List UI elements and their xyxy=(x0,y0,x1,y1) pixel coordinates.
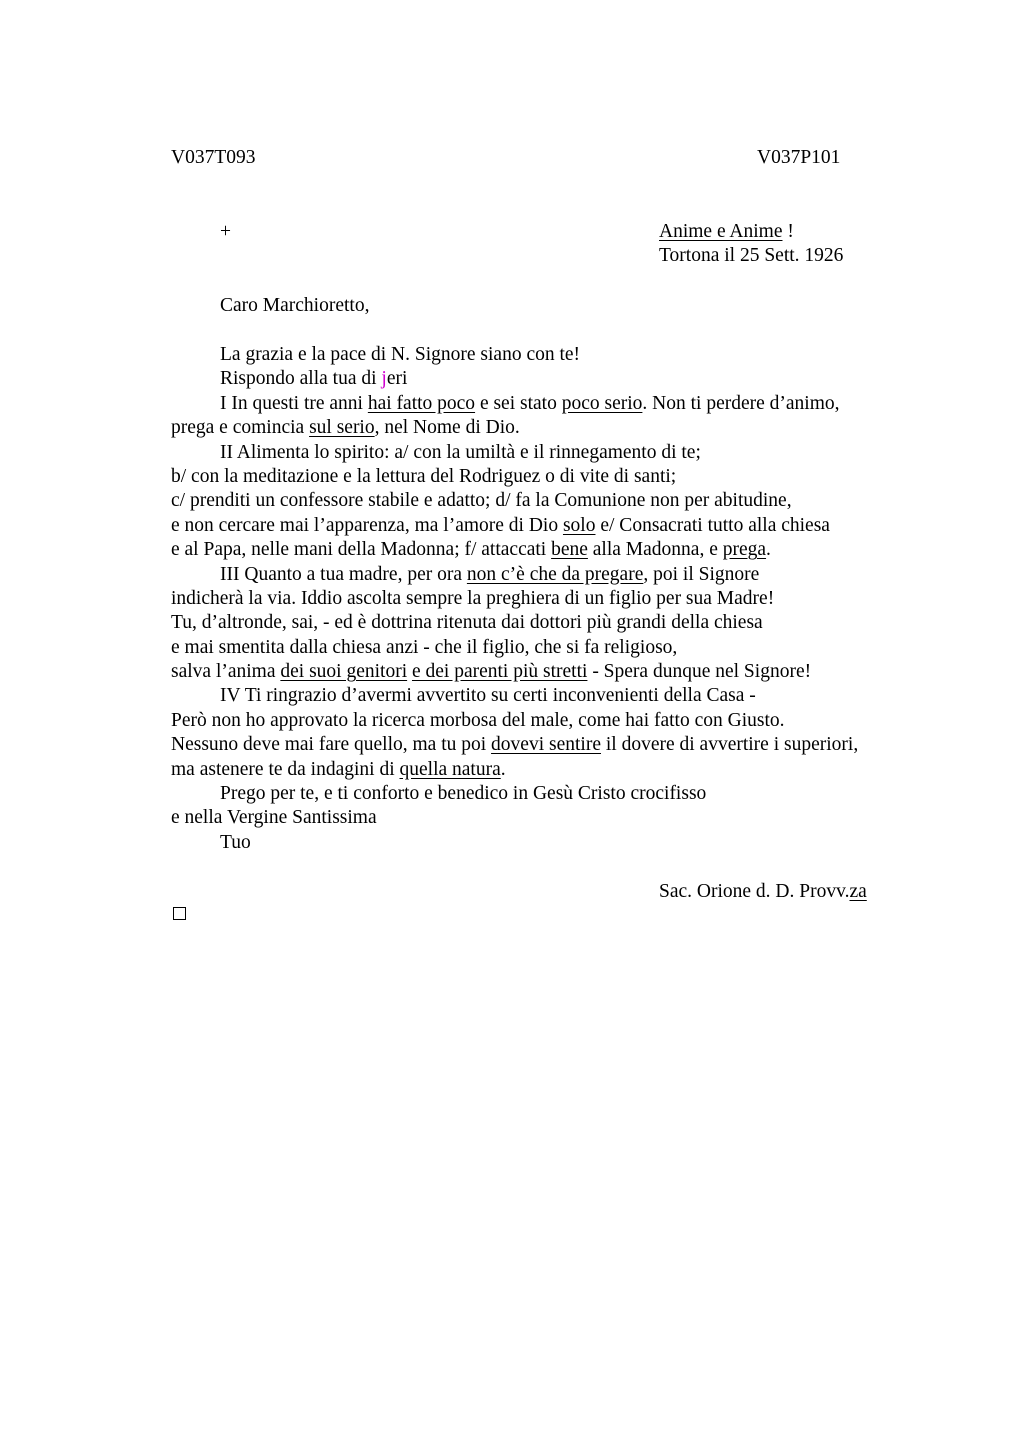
letter-line xyxy=(171,782,931,806)
line-text: , poi il Signore xyxy=(643,563,760,585)
letter-line xyxy=(171,514,931,538)
letter-line xyxy=(171,831,931,855)
motto-text: Anime e Anime xyxy=(659,221,783,242)
line-text: eri xyxy=(386,368,408,390)
line-text: e nella Vergine Santissima xyxy=(171,807,377,829)
signature-text: Sac. Orione d. D. Provv. xyxy=(659,881,850,902)
line-text: e al Papa, nelle mani della Madonna; f/ attaccati xyxy=(171,539,552,561)
letter-line xyxy=(171,489,931,513)
line-text: . xyxy=(766,539,771,561)
letter-line xyxy=(171,806,931,830)
underlined-text: poco serio xyxy=(561,392,643,414)
letter-line xyxy=(171,660,931,684)
line-text: e sei stato xyxy=(475,392,562,414)
line-text: . xyxy=(500,758,506,780)
motto-suffix: ! xyxy=(782,221,794,242)
letter-line xyxy=(171,392,931,416)
letter-line xyxy=(171,367,931,391)
line-text: Tuo xyxy=(220,831,251,853)
letter-line xyxy=(171,416,931,440)
letter-line xyxy=(171,563,931,587)
line-text: III Quanto a tua madre, per ora xyxy=(220,563,467,585)
line-text: II Alimenta lo spirito: a/ con la umiltà e il rinnegamento di te; xyxy=(220,441,701,463)
underlined-text: solo xyxy=(562,514,596,536)
line-text: alla Madonna, e xyxy=(587,539,723,561)
line-text: j xyxy=(381,368,387,390)
cross-symbol: + xyxy=(220,221,231,242)
letter-line xyxy=(171,441,931,465)
letter-body xyxy=(171,343,931,855)
line-text: . Non ti perdere d’animo, xyxy=(642,392,840,414)
underlined-text: hai fatto poco xyxy=(367,392,476,414)
line-text: I In questi tre anni xyxy=(220,392,368,414)
line-text: Tu, d’altronde, sai, - ed è dottrina ritenuta dai dottori più grandi della chiesa xyxy=(171,612,763,634)
underlined-text: e dei parenti più stretti xyxy=(411,661,588,683)
underlined-text: dovevi sentire xyxy=(491,734,601,756)
place-date: Tortona il 25 Sett. 1926 xyxy=(659,245,844,266)
line-text: Però non ho approvato la ricerca morbosa del male, come hai fatto con Giusto. xyxy=(171,709,785,731)
line-text: Rispondo alla tua di xyxy=(220,368,382,390)
letter-line xyxy=(171,538,931,562)
line-text: Nessuno deve mai fare quello, ma tu poi xyxy=(171,734,492,756)
line-text: - Spera dunque nel Signore! xyxy=(587,661,812,683)
underlined-text: bene xyxy=(551,539,588,561)
letter-line xyxy=(171,465,931,489)
underlined-text: non c’è che da pregare xyxy=(466,563,644,585)
letter-line xyxy=(171,709,931,733)
document-code-right: V037P101 xyxy=(757,147,841,168)
signature-suffix: za xyxy=(849,881,867,902)
line-text: indicherà la via. Iddio ascolta sempre la preghiera di un figlio per sua Madre! xyxy=(171,587,775,609)
letter-line xyxy=(171,611,931,635)
line-text: ma astenere te da indagini di xyxy=(171,758,400,780)
document-code-left: V037T093 xyxy=(171,147,256,168)
underlined-text: prega xyxy=(722,539,767,561)
motto xyxy=(659,220,794,244)
line-text: IV Ti ringrazio d’avermi avvertito su certi inconvenienti della Casa - xyxy=(220,685,756,707)
letter-line xyxy=(171,684,931,708)
line-text: c/ prenditi un confessore stabile e adatto; d/ fa la Comunione non per abitudine, xyxy=(171,490,792,512)
line-text: salva l’anima xyxy=(171,661,281,683)
line-text: , nel Nome di Dio. xyxy=(374,417,520,439)
line-text: il dovere di avvertire i superiori, xyxy=(600,734,859,756)
line-text: e/ Consacrati tutto alla chiesa xyxy=(595,514,830,536)
line-text: Prego per te, e ti conforto e benedico in Gesù Cristo crocifisso xyxy=(220,783,707,805)
letter-line xyxy=(171,587,931,611)
line-text: e mai smentita dalla chiesa anzi - che il figlio, che si fa religioso, xyxy=(171,636,678,658)
underlined-text: dei suoi genitori xyxy=(280,661,408,683)
line-text: b/ con la meditazione e la lettura del Rodriguez o di vite di santi; xyxy=(171,465,677,487)
signature xyxy=(659,880,867,904)
letter-line xyxy=(171,636,931,660)
letter-line xyxy=(171,758,931,782)
line-text: e non cercare mai l’apparenza, ma l’amore di Dio xyxy=(171,514,563,536)
letter-line xyxy=(171,343,931,367)
salutation: Caro Marchioretto, xyxy=(220,295,370,316)
end-square-icon xyxy=(173,907,186,920)
underlined-text: quella natura xyxy=(399,758,501,780)
line-text: prega e comincia xyxy=(171,417,310,439)
letter-line xyxy=(171,733,931,757)
underlined-text: sul serio xyxy=(309,417,375,439)
line-text: La grazia e la pace di N. Signore siano con te! xyxy=(220,344,581,365)
